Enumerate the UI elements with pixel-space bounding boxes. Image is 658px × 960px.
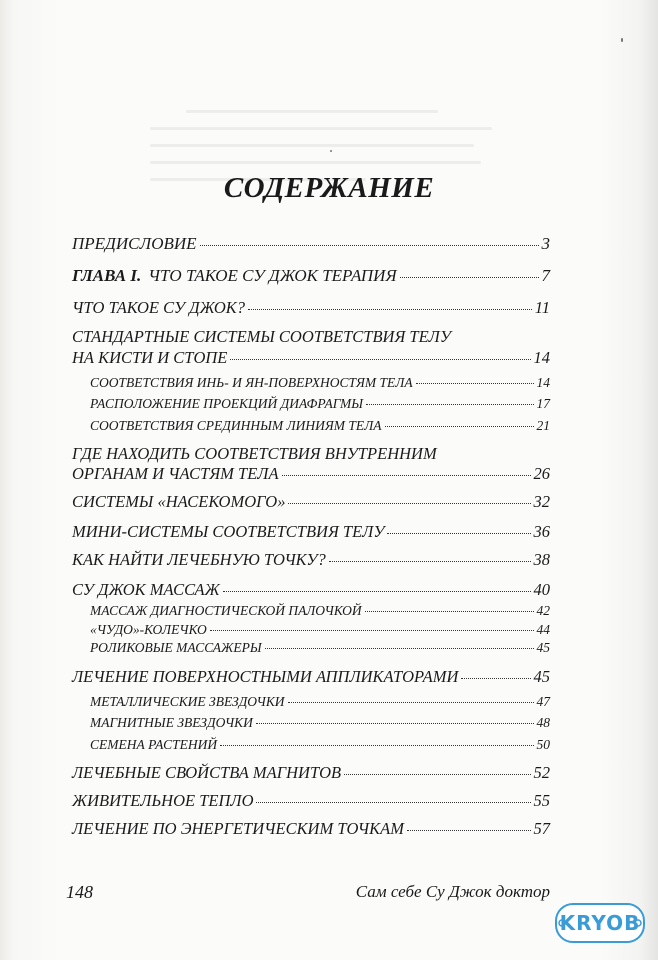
leader-dots (288, 702, 534, 703)
toc-chapter-entry (72, 266, 550, 286)
toc-entry-page: 3 (541, 234, 550, 253)
toc-subentry (90, 603, 550, 619)
toc-entry-label: СЕМЕНА РАСТЕНИЙ (90, 737, 218, 752)
toc-entry-label: ОРГАНАМ И ЧАСТЯМ ТЕЛА (72, 464, 279, 483)
toc-entry-page: 45 (536, 640, 550, 655)
toc-entry (72, 667, 550, 687)
toc-subentry (90, 396, 550, 412)
leader-dots (407, 830, 531, 831)
toc-entry-page: 55 (533, 791, 550, 810)
toc-entry-page: 32 (533, 492, 550, 511)
toc-entry (72, 763, 550, 783)
leader-dots (282, 475, 531, 476)
toc-entry-label: КАК НАЙТИ ЛЕЧЕБНУЮ ТОЧКУ? (72, 550, 326, 569)
toc-entry-page: 7 (541, 266, 550, 285)
chapter-number: ГЛАВА I. (72, 266, 142, 285)
leader-dots (461, 678, 530, 679)
toc-entry (72, 580, 550, 600)
toc-entry-page: 48 (536, 715, 550, 730)
leader-dots (265, 648, 534, 649)
toc-entry-first-line: ГДЕ НАХОДИТЬ СООТВЕТСТВИЯ ВНУТРЕННИМ (72, 444, 437, 463)
toc-entry-page: 38 (533, 550, 550, 569)
toc-entry-page: 11 (534, 298, 550, 317)
toc-entry-label: СООТВЕТСТВИЯ ИНЬ- И ЯН-ПОВЕРХНОСТЯМ ТЕЛА (90, 375, 413, 390)
toc-entry-page: 21 (536, 418, 550, 433)
toc-entry-page: 50 (536, 737, 550, 752)
toc-entry (72, 464, 550, 484)
leader-dots (230, 359, 530, 360)
toc-entry (72, 522, 550, 542)
leader-dots (288, 503, 530, 504)
toc-entry-label: МАССАЖ ДИАГНОСТИЧЕСКОЙ ПАЛОЧКОЙ (90, 603, 362, 618)
toc-subentry (90, 418, 550, 434)
toc-subentry (90, 640, 550, 656)
page-number: 148 (66, 882, 93, 902)
toc-entry-page: 45 (533, 667, 550, 686)
toc-entry (72, 234, 550, 254)
leader-dots (220, 745, 533, 746)
toc-entry-label: СУ ДЖОК МАССАЖ (72, 580, 220, 599)
toc-entry (72, 791, 550, 811)
stamp-text: KRYOB (559, 911, 641, 935)
page-title: СОДЕРЖАНИЕ (223, 172, 435, 204)
toc-entry-page: 44 (536, 622, 550, 637)
toc-subentry (90, 622, 550, 638)
toc-entry-label: СООТВЕТСТВИЯ СРЕДИННЫМ ЛИНИЯМ ТЕЛА (90, 418, 382, 433)
toc-entry-label: СИСТЕМЫ «НАСЕКОМОГО» (72, 492, 286, 511)
leader-dots (200, 245, 539, 246)
toc-entry (72, 492, 550, 512)
toc-entry-page: 57 (533, 819, 550, 838)
toc-entry-page: 40 (533, 580, 550, 599)
leader-dots (223, 591, 531, 592)
toc-entry-label: НА КИСТИ И СТОПЕ (72, 348, 228, 367)
toc-entry-label: «ЧУДО»-КОЛЕЧКО (90, 622, 207, 637)
toc-entry-first-line: СТАНДАРТНЫЕ СИСТЕМЫ СООТВЕТСТВИЯ ТЕЛУ (72, 327, 451, 346)
toc-entry-label: РАСПОЛОЖЕНИЕ ПРОЕКЦИЙ ДИАФРАГМЫ (90, 396, 364, 411)
leader-dots (256, 723, 534, 724)
running-footer-title: Сам себе Су Джок доктор (355, 882, 550, 901)
watermark-stamp (552, 898, 648, 948)
toc-entry-page: 14 (536, 375, 550, 390)
toc-entry-label: ЛЕЧЕБНЫЕ СВОЙСТВА МАГНИТОВ (72, 763, 342, 782)
toc-entry-page: 36 (533, 522, 550, 541)
toc-entry-label: МАГНИТНЫЕ ЗВЕЗДОЧКИ (90, 715, 253, 730)
toc-entry (72, 819, 550, 839)
toc-entry-page: 17 (536, 396, 550, 411)
toc-entry-page: 47 (536, 694, 550, 709)
toc-entry-page: 14 (533, 348, 550, 367)
toc-entry-page: 42 (536, 603, 550, 618)
toc-entry-label: МИНИ-СИСТЕМЫ СООТВЕТСТВИЯ ТЕЛУ (72, 522, 385, 541)
toc-entry-page: 52 (533, 763, 550, 782)
toc-entry (72, 348, 550, 368)
toc-subentry (90, 737, 550, 753)
toc-entry-label: ЧТО ТАКОЕ СУ ДЖОК ТЕРАПИЯ (148, 266, 397, 285)
leader-dots (248, 309, 532, 310)
toc-entry-page: 26 (533, 464, 550, 483)
leader-dots (400, 277, 539, 278)
leader-dots (416, 383, 534, 384)
leader-dots (329, 561, 531, 562)
leader-dots (256, 802, 530, 803)
toc-entry-label: ЛЕЧЕНИЕ ПО ЭНЕРГЕТИЧЕСКИМ ТОЧКАМ (72, 819, 404, 838)
toc-subentry (90, 694, 550, 710)
toc-entry-label: РОЛИКОВЫЕ МАССАЖЕРЫ (90, 640, 262, 655)
leader-dots (385, 426, 534, 427)
leader-dots (365, 611, 534, 612)
toc-entry-label: ЖИВИТЕЛЬНОЕ ТЕПЛО (72, 791, 254, 810)
leader-dots (210, 630, 534, 631)
toc-entry-label: ЛЕЧЕНИЕ ПОВЕРХНОСТНЫМИ АППЛИКАТОРАМИ (72, 667, 459, 686)
toc-subentry (90, 715, 550, 731)
leader-dots (387, 533, 530, 534)
toc-entry-label: ПРЕДИСЛОВИЕ (72, 234, 197, 253)
toc-entry (72, 550, 550, 570)
toc-entry-label: МЕТАЛЛИЧЕСКИЕ ЗВЕЗДОЧКИ (90, 694, 285, 709)
toc-entry-label: ЧТО ТАКОЕ СУ ДЖОК? (72, 298, 245, 317)
toc-entry (72, 298, 550, 318)
leader-dots (344, 774, 530, 775)
leader-dots (366, 404, 533, 405)
toc-subentry (90, 375, 550, 391)
